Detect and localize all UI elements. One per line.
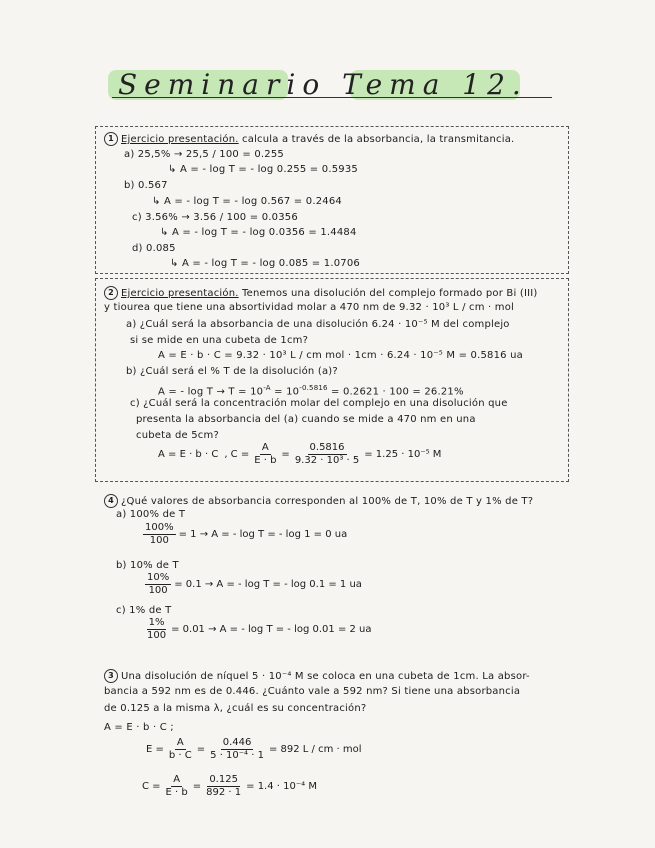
ex2-statement-1: Tenemos una disolución del complejo formado por Bi (III): [242, 288, 538, 299]
ex1-d-label: d) 0.085: [132, 243, 176, 254]
ex4-c-f2-den: 892 · 1: [206, 787, 242, 798]
ex2-c-result: = 1.25 · 10⁻⁵ M: [364, 449, 442, 460]
ex4-question-2: bancia a 592 nm es de 0.446. ¿Cuánto vale a 592 nm? Si tiene una absorbancia: [104, 686, 521, 697]
ex3-b-num: 10%: [147, 572, 170, 583]
ex3-a-num: 100%: [145, 522, 174, 533]
ex1-heading-line: [104, 132, 514, 146]
ex1-a-calc: ↳ A = - log T = - log 0.255 = 0.5935: [168, 164, 358, 175]
ex2-c-fraction-2: [293, 442, 361, 467]
ex3-question: ¿Qué valores de absorbancia corresponden al 100% de T, 10% de T y 1% de T?: [121, 496, 534, 507]
ex3-a-den: 100: [149, 535, 169, 546]
ex1-c-label: c) 3.56% → 3.56 / 100 = 0.0356: [132, 212, 298, 223]
ex3-a-label: a) 100% de T: [116, 509, 186, 520]
ex3-c-label: c) 1% de T: [116, 605, 172, 616]
ex4-c-f1-den: E · b: [165, 787, 188, 798]
ex4-c-calc: [142, 774, 317, 799]
ex1-b-label: b) 0.567: [124, 180, 168, 191]
ex3-c-num: 1%: [148, 617, 165, 628]
ex4-question-3: de 0.125 a la misma λ, ¿cuál es su concentración?: [104, 703, 367, 714]
ex3-c-calc: [142, 617, 372, 642]
ex4-c-result: = 1.4 · 10⁻⁴ M: [246, 781, 317, 792]
ex4-e-f1-den: b · C: [168, 750, 192, 761]
ex1-c-calc: ↳ A = - log T = - log 0.0356 = 1.4484: [160, 227, 357, 238]
ex4-c-f1-num: A: [173, 774, 181, 785]
ex2-a-question-1: a) ¿Cuál será la absorbancia de una disolución 6.24 · 10⁻⁵ M del complejo: [126, 319, 510, 330]
ex1-d-calc: ↳ A = - log T = - log 0.085 = 1.0706: [170, 258, 360, 269]
ex2-c-calc: [158, 442, 441, 467]
ex2-a-question-2: si se mide en una cubeta de 1cm?: [130, 335, 309, 346]
ex4-e-f1-num: A: [176, 737, 184, 748]
ex3-a-result: = 1 → A = - log T = - log 1 = 0 ua: [178, 529, 348, 540]
ex4-e-fraction-2: [208, 737, 266, 762]
ex4-e-eq: =: [196, 744, 206, 755]
ex4-e-calc: [146, 737, 362, 762]
ex3-b-fraction: [145, 572, 171, 597]
ex4-number: 3: [104, 669, 118, 683]
ex2-c-question-2: presenta la absorbancia del (a) cuando se mide a 470 nm en una: [136, 414, 476, 425]
ex2-b-exp-1: -A: [263, 384, 271, 392]
ex2-c-f1-den: E · b: [254, 455, 277, 466]
ex4-e-f2-num: 0.446: [222, 737, 252, 748]
ex2-c-eq: =: [281, 449, 290, 460]
ex4-question-1: Una disolución de níquel 5 · 10⁻⁴ M se coloca en una cubeta de 1cm. La absor-: [121, 671, 530, 682]
ex4-e-lhs: E =: [146, 744, 164, 755]
ex3-a-calc: [140, 522, 347, 547]
ex4-question-line-1: [104, 669, 530, 683]
ex1-a-label: a) 25,5% → 25,5 / 100 = 0.255: [124, 149, 284, 160]
ex4-e-result: = 892 L / cm · mol: [268, 744, 362, 755]
ex3-c-den: 100: [147, 630, 167, 641]
ex2-c-f1-num: A: [261, 442, 269, 453]
ex2-c-question-3: cubeta de 5cm?: [136, 430, 219, 441]
ex3-number: 4: [104, 494, 118, 508]
ex2-a-calc: A = E · b · C = 9.32 · 10³ L / cm mol · 1cm · 6.24 · 10⁻⁵ M = 0.5816 ua: [158, 350, 523, 361]
ex1-heading: Ejercicio presentación.: [121, 134, 239, 145]
ex2-heading-line: [104, 286, 538, 300]
ex4-e-fraction-1: [167, 737, 194, 762]
ex2-c-f2-den: 9.32 · 10³ · 5: [294, 455, 360, 466]
ex2-b-exp-2: -0.5816: [299, 384, 328, 392]
ex2-b-question: b) ¿Cuál será el % T de la disolución (a)?: [126, 366, 338, 377]
ex2-c-pre: , C =: [224, 449, 250, 460]
ex3-b-den: 100: [148, 585, 168, 596]
ex2-heading: Ejercicio presentación.: [121, 288, 239, 299]
ex1-statement: calcula a través de la absorbancia, la transmitancia.: [242, 134, 515, 145]
ex3-b-calc: [142, 572, 362, 597]
page-title: Seminario Tema 12.: [118, 68, 528, 101]
ex2-b-mid: = 10: [270, 386, 300, 398]
ex2-c-fraction-1: [252, 442, 278, 467]
ex4-c-fraction-1: [164, 774, 190, 799]
ex2-b-calc: [158, 382, 464, 398]
ex3-question-line: [104, 494, 533, 508]
ex2-number: 2: [104, 286, 118, 300]
ex4-formula: A = E · b · C ;: [104, 722, 174, 733]
ex3-c-result: = 0.01 → A = - log T = - log 0.01 = 2 ua: [171, 624, 372, 635]
ex3-c-fraction: [145, 617, 168, 642]
ex4-c-eq: =: [192, 781, 202, 792]
ex4-c-lhs: C =: [142, 781, 161, 792]
ex3-b-result: = 0.1 → A = - log T = - log 0.1 = 1 ua: [174, 579, 362, 590]
ex2-statement-2: y tiourea que tiene una absortividad molar a 470 nm de 9.32 · 10³ L / cm · mol: [104, 302, 515, 313]
ex1-number: 1: [104, 132, 118, 146]
ex4-c-f2-num: 0.125: [209, 774, 238, 785]
ex3-a-fraction: [143, 522, 176, 547]
ex2-c-f2-num: 0.5816: [309, 442, 345, 453]
ex2-c-question-1: c) ¿Cuál será la concentración molar del complejo en una disolución que: [130, 398, 508, 409]
ex1-b-calc: ↳ A = - log T = - log 0.567 = 0.2464: [152, 196, 342, 207]
ex3-b-label: b) 10% de T: [116, 560, 179, 571]
ex2-b-calc-pre: A = - log T → T = 10: [158, 386, 264, 398]
ex2-c-formula: A = E · b · C: [158, 449, 219, 460]
ex2-b-calc-post: = 0.2621 · 100 = 26.21%: [327, 386, 464, 398]
ex4-c-fraction-2: [204, 774, 243, 799]
ex4-e-f2-den: 5 · 10⁻⁴ · 1: [210, 750, 264, 761]
title-underline: [112, 97, 552, 98]
